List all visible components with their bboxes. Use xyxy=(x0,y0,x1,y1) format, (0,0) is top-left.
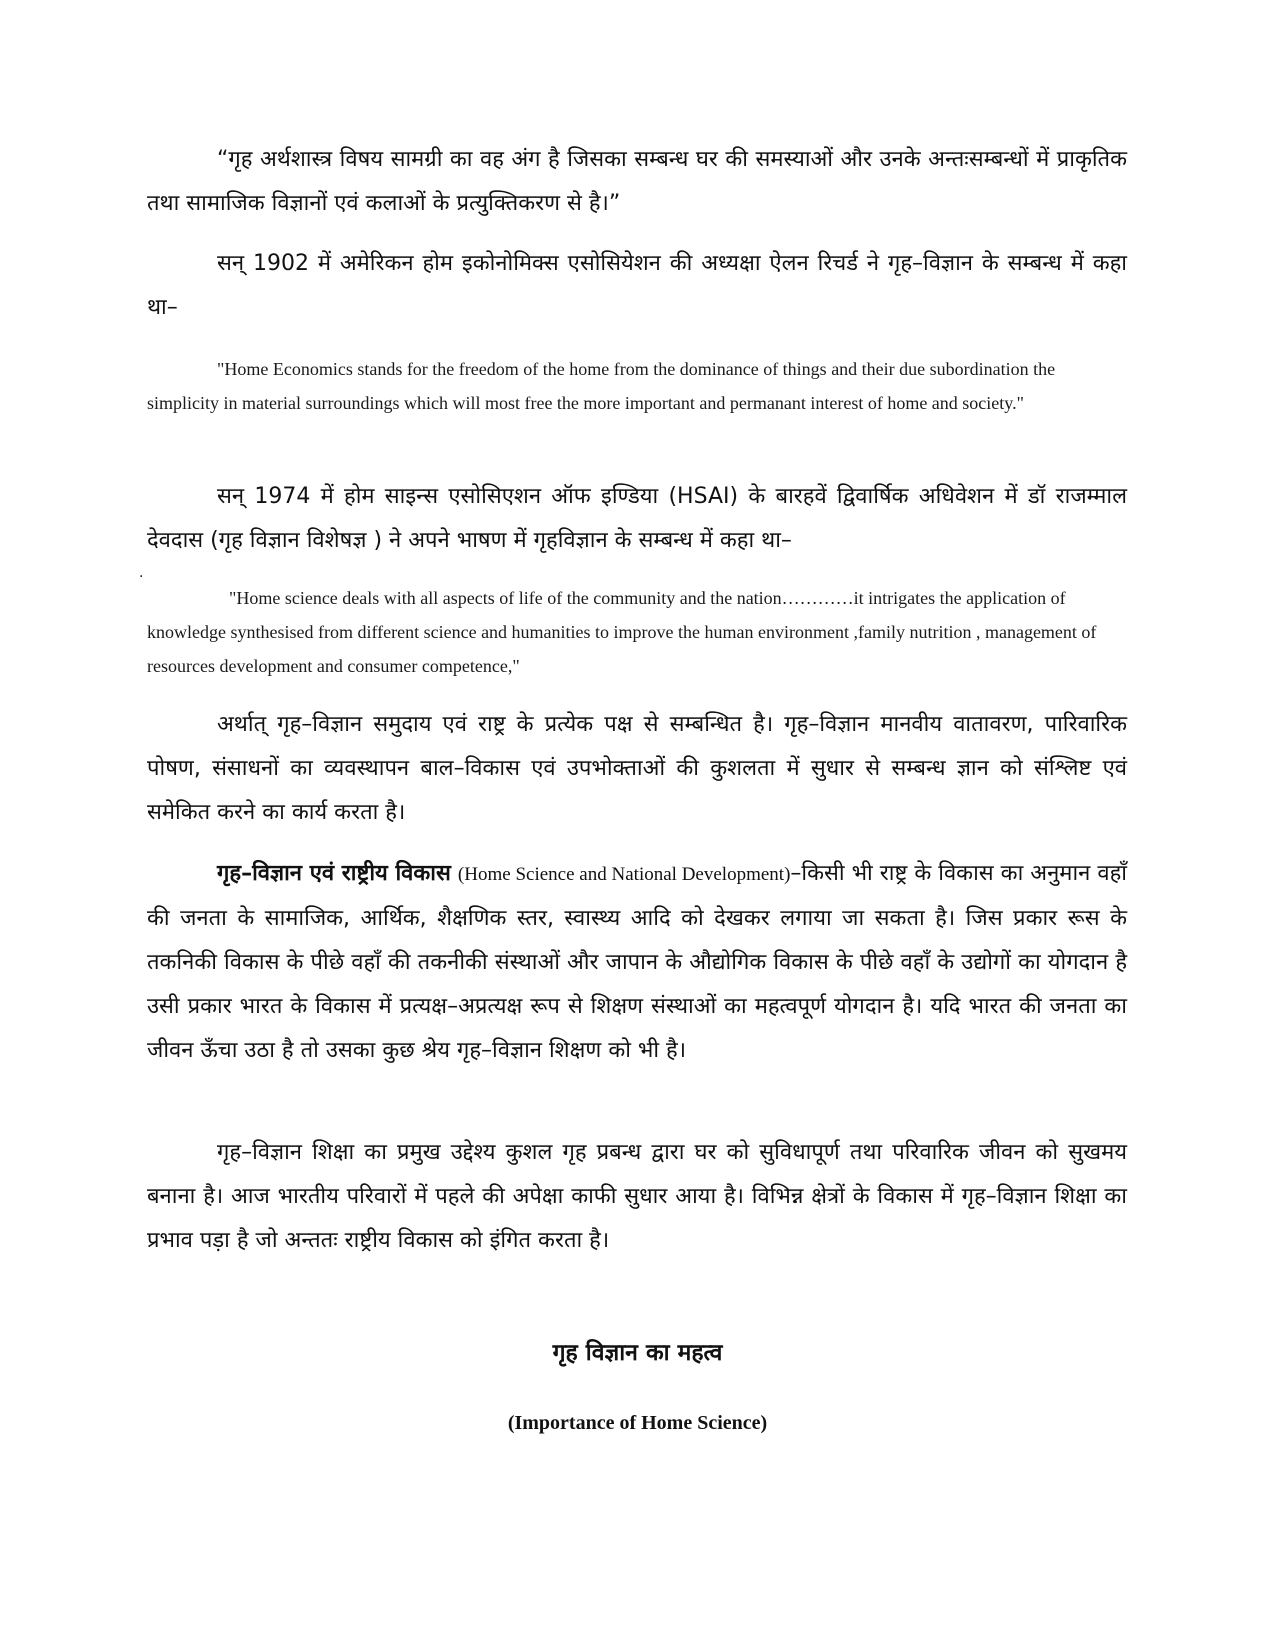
paragraph-1902 xyxy=(147,242,1127,330)
quote-ellen-richards xyxy=(147,352,1107,420)
heading-importance-hindi: गृह विज्ञान का महत्व xyxy=(552,1340,723,1366)
paragraph-education-objective-text: गृह–विज्ञान शिक्षा का प्रमुख उद्देश्य कुशल गृह प्रबन्ध द्वारा घर को सुविधापूर्ण तथा परिवारिक जीवन को सुखमय बनाना है। आज भारतीय परिवारों में पहले की अपेक्षा काफी सुधार आया है। विभिन्न क्षेत्रों के विकास में गृह–विज्ञान शिक्षा का प्रभाव पड़ा है जो अन्ततः राष्ट्रीय विकास को इंगित करता है। xyxy=(147,1140,1127,1253)
paragraph-1974-text: सन् 1974 में होम साइन्स एसोसिएशन ऑफ इण्डिया (HSAI) के बारहवें द्विवार्षिक अधिवेशन में डॉ राजम्माल देवदास (गृह विज्ञान विशेषज्ञ ) ने अपने भाषण में गृहविज्ञान के सम्बन्ध में कहा था– xyxy=(147,484,1127,553)
paragraph-education-objective xyxy=(147,1131,1127,1263)
paragraph-1974 xyxy=(147,475,1127,563)
paragraph-national-development xyxy=(147,852,1127,1073)
quote-hsai-text: "Home science deals with all aspects of life of the community and the nation…………it intrigates the application of knowledge synthesised from different science and humanities to improve the human environment ,family nutrition , management of resources development and consumer competence," xyxy=(147,588,1097,676)
paragraph-definition xyxy=(147,138,1127,226)
paragraph-1902-text: सन् 1902 में अमेरिकन होम इकोनोमिक्स एसोसियेशन की अध्यक्षा ऐलन रिचर्ड ने गृह–विज्ञान के सम्बन्ध में कहा था– xyxy=(147,251,1127,320)
section-title-national-development: गृह–विज्ञान एवं राष्ट्रीय विकास xyxy=(217,861,451,886)
heading-importance-english: (Importance of Home Science) xyxy=(507,1412,768,1434)
quote-hsai xyxy=(147,581,1107,683)
stray-mark: . xyxy=(139,565,144,581)
paragraph-national-development-text: –किसी भी राष्ट्र के विकास का अनुमान वहाँ की जनता के सामाजिक, आर्थिक, शैक्षणिक स्तर, स्वास्थ्य आदि को देखकर लगाया जा सकता है। जिस प्रकार रूस के तकनिकी विकास के पीछे वहाँ की तकनीकी संस्थाओं और जापान के औद्योगिक विकास के पीछे वहाँ के उद्योगों का योगदान है उसी प्रकार भारत के विकास में प्रत्यक्ष–अप्रत्यक्ष रूप से शिक्षण संस्थाओं का महत्वपूर्ण योगदान है। यदि भारत की जनता का जीवन ऊँचा उठा है तो उसका कुछ श्रेय गृह–विज्ञान शिक्षण को भी है। xyxy=(147,861,1128,1063)
section-title-english: (Home Science and National Development) xyxy=(457,864,791,885)
paragraph-definition-text: “गृह अर्थशास्त्र विषय सामग्री का वह अंग है जिसका सम्बन्ध घर की समस्याओं और उनके अन्तःसम्बन्धों में प्राकृतिक तथा सामाजिक विज्ञानों एवं कलाओं के प्रत्युक्तिकरण से है।” xyxy=(147,147,1127,216)
quote-ellen-richards-text: "Home Economics stands for the freedom of the home from the dominance of things and their due subordination the simplicity in material surroundings which will most free the more important and permanant interest of home and society." xyxy=(147,359,1056,413)
paragraph-meaning xyxy=(147,703,1127,835)
paragraph-meaning-text: अर्थात् गृह–विज्ञान समुदाय एवं राष्ट्र के प्रत्येक पक्ष से सम्बन्धित है। गृह–विज्ञान मानवीय वातावरण, पारिवारिक पोषण, संसाधनों का व्यवस्थापन बाल–विकास एवं उपभोक्ताओं की कुशलता में सुधार से सम्बन्ध ज्ञान को संश्लिष्ट एवं समेकित करने का कार्य करता है। xyxy=(147,712,1127,825)
